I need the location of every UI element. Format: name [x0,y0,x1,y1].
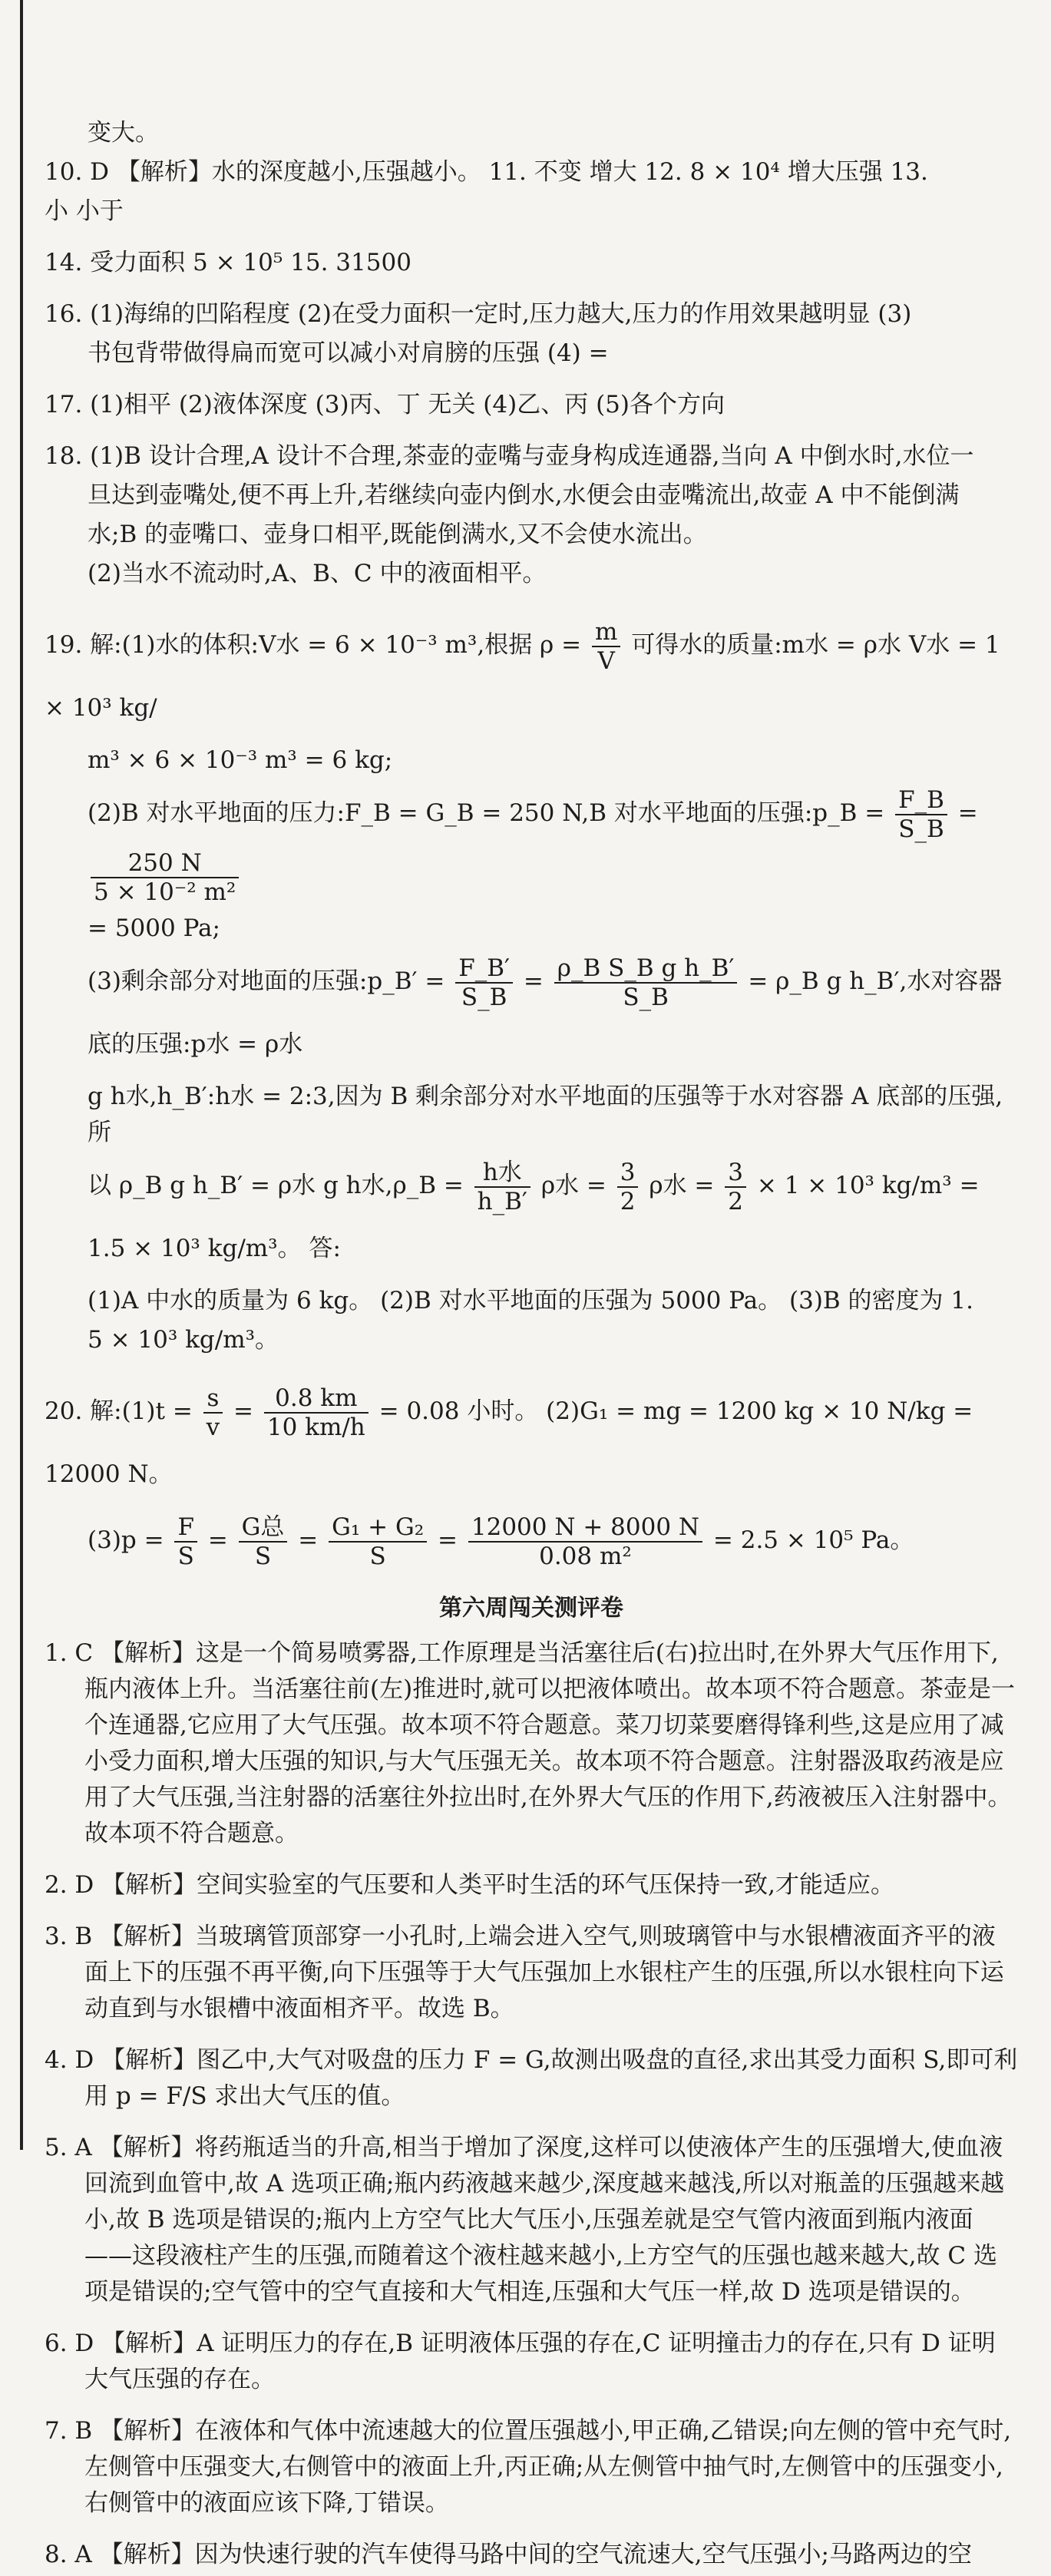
answer-19-line1 [45,613,1018,739]
denominator: h_B′ [477,1187,527,1215]
answer-18: 18. (1)B 设计合理,A 设计不合理,茶壶的壶嘴与壶身构成连通器,当向 A 中倒水时,水位一 [45,442,974,470]
text: ρ水 = [649,1172,715,1199]
answer-13-cont: 小 小于 [45,197,124,225]
pressure-fraction [895,786,947,843]
numerator: 3 [725,1159,746,1188]
answer-content [45,115,1018,2576]
line-continuation: 变大。 [88,119,159,147]
ratio-fraction-1 [617,1159,639,1215]
numerator: G₁ + G₂ [329,1513,427,1543]
section-title: 第六周闯关测评卷 [439,1595,623,1622]
answer-19-conclusion-cont: 5 × 10³ kg/m³。 [88,1326,279,1354]
margin-rule [20,0,23,2150]
answer-19-density [45,1154,1018,1280]
denominator: S_B [898,815,944,843]
pressure-value-fraction [91,849,239,906]
answer-19-part3: (3)剩余部分对地面的压强:p_B′ = $\frac{F\_B'}{S\_B}$ = $\frac{\text{ρ\_B S\_B g h\_B′}}{S\_B}$ = ρ_B g h_B′,水对容器底的压强:p水 = ρ水 [88,954,1003,1058]
density-fraction [592,618,620,675]
denominator: v [206,1413,220,1441]
remaining-pressure-fraction-2 [554,954,738,1011]
time-fraction [203,1384,223,1441]
text: = 0.08 小时。 (2)G₁ = mg = 1200 kg × 10 N/kg = 12000 N。 [45,1397,973,1488]
numerator: 0.8 km [264,1384,369,1414]
text: (3)p = [88,1526,164,1554]
answer-6: 6. D 【解析】A 证明压力的存在,B 证明液体压强的存在,C 证明撞击力的存在,只有 D 证明大气压强的存在。 [45,2330,996,2393]
numerator: F_B [895,786,947,815]
denominator: V [597,646,615,675]
height-ratio-fraction [474,1159,530,1215]
denominator: 0.08 m² [539,1542,632,1570]
answer-2: 2. D 【解析】空间实验室的气压要和人类平时生活的环气压保持一致,才能适应。 [45,1871,894,1899]
numerator: G总 [239,1513,288,1543]
answer-19-part2-result: = 5000 Pa; [88,914,220,942]
answer-16-cont: 书包背带做得扁而宽可以减小对肩膀的压强 (4) = [88,339,609,367]
p-fraction-2 [239,1513,288,1570]
numerator: h水 [474,1159,530,1188]
denominator: 5 × 10⁻² m² [94,878,236,906]
denominator: 2 [620,1187,636,1215]
denominator: 10 km/h [266,1413,365,1441]
numerator: F [174,1513,197,1543]
numerator: 250 N [91,849,239,878]
answer-7: 7. B 【解析】在液体和气体中流速越大的位置压强越小,甲正确,乙错误;向左侧的管中充气时,左侧管中压强变大,右侧管中的液面上升,丙正确;从左侧管中抽气时,左侧管中的压强变小,右侧管中的液面应该下降,丁错误。 [45,2417,1012,2517]
p-fraction [174,1513,197,1570]
answer-16: 16. (1)海绵的凹陷程度 (2)在受力面积一定时,压力越大,压力的作用效果越明显 (3) [45,300,912,328]
answer-19-conclusion: (1)A 中水的质量为 6 kg。 (2)B 对水平地面的压强为 5000 Pa。 (3)B 的密度为 1. [88,1287,973,1314]
text: ρ水 = [540,1172,606,1199]
answer-19-part2: (2)B 对水平地面的压力:F_B = G_B = 250 N,B 对水平地面的压强:p_B = $\frac{F\_B}{S\_B}$ = $\frac{250 N}{\text{5 × 10⁻² m²}}$ [88,785,978,906]
answer-8: 8. A 【解析】因为快速行驶的汽车使得马路中间的空气流速大,空气压强小;马路两边的空 [45,2541,972,2568]
denominator: S [369,1542,386,1570]
text: 20. 解:(1)t = [45,1397,193,1425]
denominator: S [254,1542,272,1570]
text: (2)B 对水平地面的压力:F_B = G_B = 250 N,B 对水平地面的压强:p_B = [88,799,885,827]
answer-18-cont-1: 旦达到壶嘴处,便不再上升,若继续向壶内倒水,水便会由壶嘴流出,故壶 A 中不能倒满 [88,481,960,509]
text: = 2.5 × 10⁵ Pa。 [712,1526,914,1554]
text: (3)剩余部分对地面的压强:p_B′ = [88,967,445,995]
numerator: 12000 N + 8000 N [468,1513,702,1543]
ratio-fraction-2 [725,1159,746,1215]
p-fraction-4 [468,1513,702,1570]
denominator: S [177,1542,194,1570]
answer-10-13: 10. D 【解析】水的深度越小,压强越小。 11. 不变 增大 12. 8 × 10⁴ 增大压强 13. [45,158,928,186]
text: × 1 × 10³ kg/m³ = 1.5 × 10³ kg/m³。 答: [88,1172,980,1262]
answer-18-cont-2: 水;B 的壶嘴口、壶身口相平,既能倒满水,又不会使水流出。 [88,521,707,548]
denominator: S_B [623,983,669,1011]
numerator: 3 [617,1159,639,1188]
text: 可得水的质量:m水 = ρ水 V水 = 1 × 10³ kg/ [45,631,1000,722]
answer-20-line1: 20. 解:(1)t = $\frac{s}{v}$ = $\frac{0.8 km}{10 km/h}$ = 0.08 小时。 (2)G₁ = mg = 1200 kg × 10 N/kg = 12000 N。 [45,1384,973,1488]
text: = ρ_B g h_B′,水对容器底的压强:p水 = ρ水 [88,967,1003,1058]
text: 以 ρ_B g h_B′ = ρ水 g h水,ρ_B = [88,1172,464,1199]
numerator: m [592,618,620,647]
time-value-fraction [264,1384,369,1441]
remaining-pressure-fraction [455,954,513,1011]
numerator: F_B′ [455,954,513,984]
numerator: s [203,1384,223,1414]
answer-19-line2: m³ × 6 × 10⁻³ m³ = 6 kg; [88,746,393,774]
answer-1: 1. C 【解析】这是一个简易喷雾器,工作原理是当活塞往后(右)拉出时,在外界大气压作用下,瓶内液体上升。当活塞往前(左)推进时,就可以把液体喷出。故本项不符合题意。茶壶是一个连通器,它应用了大气压强。故本项不符合题意。菜刀切菜要磨得锋利些,这是应用了减小受力面积,增大压强的知识,与大气压强无关。故本项不符合题意。注射器汲取药液是应用了大气压强,当注射器的活塞往外拉出时,在外界大气压的作用下,药液被压入注射器中。故本项不符合题意。 [45,1639,1016,1847]
p-fraction-3 [329,1513,427,1570]
numerator: ρ_B S_B g h_B′ [554,954,738,984]
answer-20-part3: (3)p = $\frac{F}{S}$ = $\frac{\text{G总}}{S}$ = $\frac{\text{G₁ + G₂}}{S}$ = $\frac{12000 N + 8000 N}{\text{0.08 m²}}$ = 2.5 × 10⁵ Pa。 [88,1513,914,1570]
answer-19-part3-cont: g h水,h_B′:h水 = 2:3,因为 B 剩余部分对水平地面的压强等于水对容器 A 底部的压强,所 [88,1083,1003,1146]
denominator: 2 [728,1187,743,1215]
text: 19. 解:(1)水的体积:V水 = 6 × 10⁻³ m³,根据 ρ = [45,631,582,659]
answer-18-part2: (2)当水不流动时,A、B、C 中的液面相平。 [88,560,547,587]
answer-4: 4. D 【解析】图乙中,大气对吸盘的压力 F = G,故测出吸盘的直径,求出其受力面积 S,即可利用 p = F/S 求出大气压的值。 [45,2046,1018,2110]
answer-3: 3. B 【解析】当玻璃管顶部穿一小孔时,上端会进入空气,则玻璃管中与水银槽液面齐平的液面上下的压强不再平衡,向下压强等于大气压强加上水银柱产生的压强,所以水银柱向下运动直到与水银槽中液面相齐平。故选 B。 [45,1923,1004,2022]
denominator: S_B [461,983,507,1011]
answer-14-15: 14. 受力面积 5 × 10⁵ 15. 31500 [45,249,411,276]
answer-17: 17. (1)相平 (2)液体深度 (3)丙、丁 无关 (4)乙、丙 (5)各个方向 [45,391,725,418]
answer-5: 5. A 【解析】将药瓶适当的升高,相当于增加了深度,这样可以使液体产生的压强增大,使血液回流到血管中,故 A 选项正确;瓶内药液越来越少,深度越来越浅,所以对瓶盖的压强越来越小,故 B 选项是错误的;瓶内上方空气比大气压小,压强差就是空气管内液面到瓶内液面——这段液柱产生的压强,而随着这个液柱越来越小,上方空气的压强也越来越大,故 C 选项是错误的;空气管中的空气直接和大气相连,压强和大气压一样,故 D 选项是错误的。 [45,2134,1005,2306]
